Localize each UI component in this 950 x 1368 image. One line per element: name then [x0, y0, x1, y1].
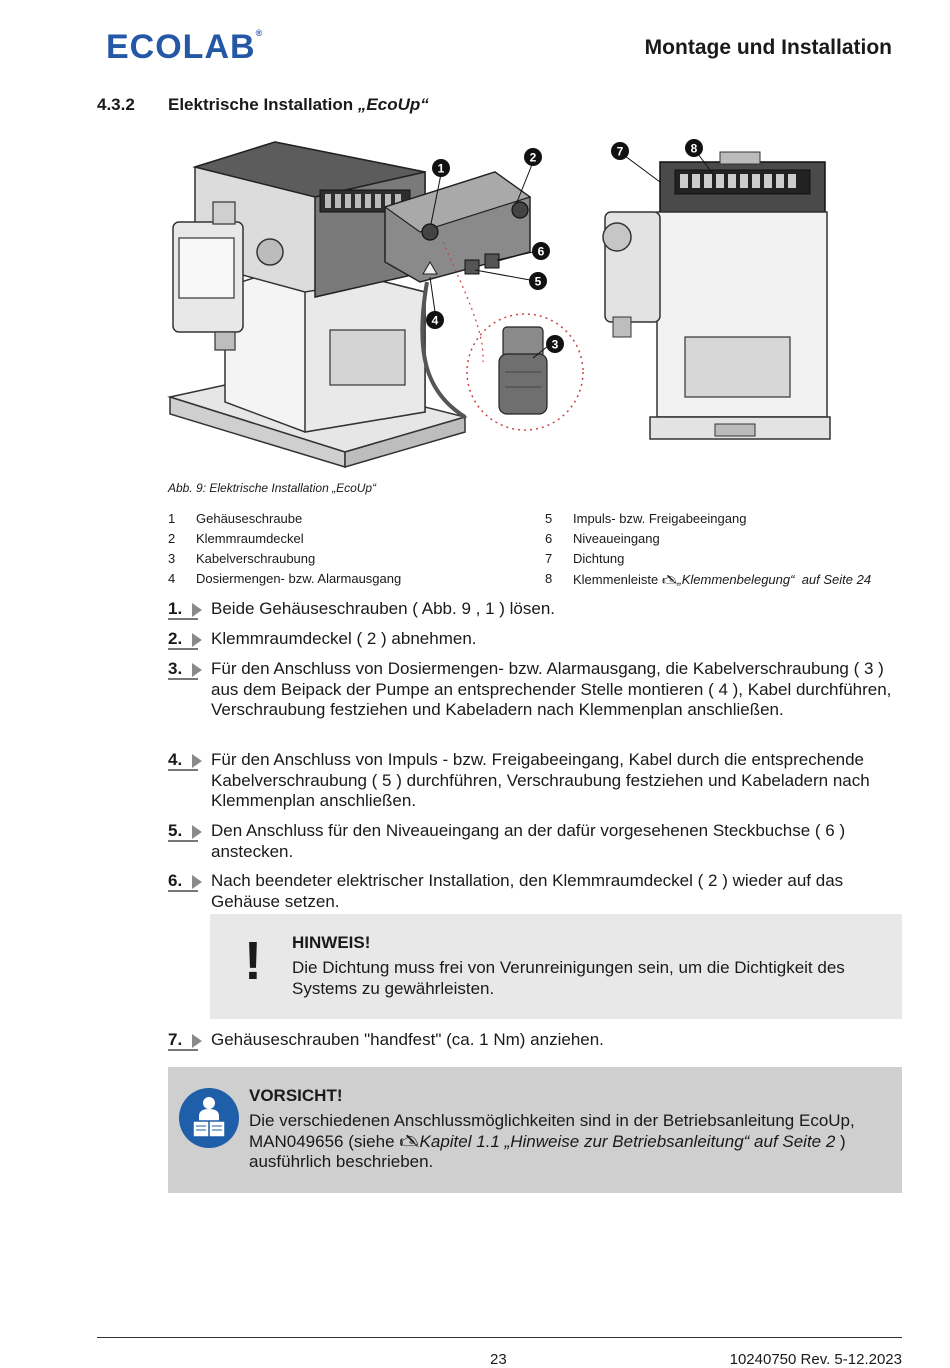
caution-text: Die verschiedenen Anschlussmöglichkeiten sind in der Betriebsanleitung EcoUp, MAN049656 (siehe 🖎Kapitel 1.1 „Hinweise zur Betriebsanleitung“ auf Seite 2 ) ausführlich beschrieben.: [249, 1111, 855, 1171]
callout-3: 3: [551, 337, 559, 352]
step-text: Für den Anschluss von Impuls - bzw. Freigabeeingang, Kabel durch die entsprechende Kabelverschraubung ( 5 ) durchführen, Verschraubung festziehen und Kabeladern nach Klemmenplan anschließen.: [211, 750, 870, 810]
exclamation-icon: !: [244, 931, 262, 991]
link-icon: 🖎: [661, 572, 678, 587]
step-arrow-icon: [192, 825, 202, 839]
notice-text: Die Dichtung muss frei von Verunreinigungen sein, um die Dichtigkeit des Systems zu gewährleisten.: [292, 958, 845, 998]
footer-divider: [97, 1337, 902, 1338]
step-1: [168, 599, 902, 620]
manual-icon: [179, 1088, 239, 1148]
step-text: Für den Anschluss von Dosiermengen- bzw. Alarmausgang, die Kabelverschraubung ( 3 ) aus dem Beipack der Pumpe an entsprechender Stelle montieren ( 4 ), Kabel durchführen, Verschraubung festziehen und Kabeladern nach Klemmenplan anschließen.: [211, 659, 892, 719]
callout-8: 8: [690, 141, 698, 156]
step-text: Klemmraumdeckel ( 2 ) abnehmen.: [211, 629, 477, 648]
step-2: [168, 629, 902, 650]
step-arrow-icon: [192, 663, 202, 677]
step-text: Beide Gehäuseschrauben ( Abb. 9 , 1 ) lösen.: [211, 599, 556, 618]
step-3: [168, 659, 902, 721]
section-title: Montage und Installation: [644, 36, 892, 59]
page-reference[interactable]: auf Seite 24: [801, 572, 872, 587]
step-text: Den Anschluss für den Niveaueingang an der dafür vorgesehenen Steckbuchse ( 6 ) anstecken.: [211, 821, 846, 861]
step-number: 6.: [168, 871, 206, 892]
document-reference: 10240750 Rev. 5-12.2023: [729, 1351, 902, 1368]
legend-right: 5 Impuls- bzw. Freigabeeingang 6 Niveaueingang 7 Dichtung 8 Klemmenleiste 🖎„Klemmenbelegung“ auf Seite 24: [545, 511, 872, 587]
ecolab-logo: ECOLAB®: [106, 28, 264, 66]
step-number: 1.: [168, 599, 206, 620]
pump-installation-figure: [165, 132, 865, 468]
caution-title: VORSICHT!: [249, 1086, 343, 1105]
step-number: 4.: [168, 750, 206, 771]
step-number: 7.: [168, 1030, 206, 1051]
legend-left: 1 Gehäuseschraube 2 Klemmraumdeckel 3 Kabelverschraubung 4 Dosiermengen- bzw. Alarmausgang: [168, 511, 402, 586]
callout-4: 4: [431, 313, 439, 328]
link-icon: 🖎: [399, 1131, 420, 1151]
step-arrow-icon: [192, 603, 202, 617]
step-6: [168, 871, 902, 912]
step-number: 5.: [168, 821, 206, 842]
step-text: Gehäuseschrauben "handfest" (ca. 1 Nm) anziehen.: [211, 1030, 604, 1049]
step-number: 2.: [168, 629, 206, 650]
page-number: 23: [490, 1351, 507, 1368]
heading-title-italic: „EcoUp“: [357, 95, 429, 114]
callout-5: 5: [534, 274, 542, 289]
callout-7: 7: [616, 144, 624, 159]
step-5: [168, 821, 902, 862]
section-heading: [97, 95, 429, 115]
klemmenbelegung-link[interactable]: „Klemmenbelegung“: [677, 572, 795, 587]
heading-number: 4.3.2: [97, 95, 135, 114]
step-7: [168, 1030, 902, 1051]
notice-title: HINWEIS!: [292, 933, 371, 952]
heading-title: Elektrische Installation: [168, 95, 354, 114]
step-arrow-icon: [192, 875, 202, 889]
chapter-link[interactable]: Kapitel 1.1 „Hinweise zur Betriebsanleitung“ auf Seite 2: [419, 1131, 836, 1151]
callout-1: 1: [437, 161, 445, 176]
figure-caption: Abb. 9: Elektrische Installation „EcoUp“: [168, 481, 377, 495]
step-text: Nach beendeter elektrischer Installation, den Klemmraumdeckel ( 2 ) wieder auf das Gehäuse setzen.: [211, 871, 844, 911]
step-number: 3.: [168, 659, 206, 680]
step-arrow-icon: [192, 633, 202, 647]
caution-box: [168, 1067, 902, 1193]
callout-2: 2: [529, 150, 537, 165]
step-arrow-icon: [192, 754, 202, 768]
notice-box: [210, 914, 902, 1019]
callout-6: 6: [537, 244, 545, 259]
step-4: [168, 750, 902, 812]
step-arrow-icon: [192, 1034, 202, 1048]
